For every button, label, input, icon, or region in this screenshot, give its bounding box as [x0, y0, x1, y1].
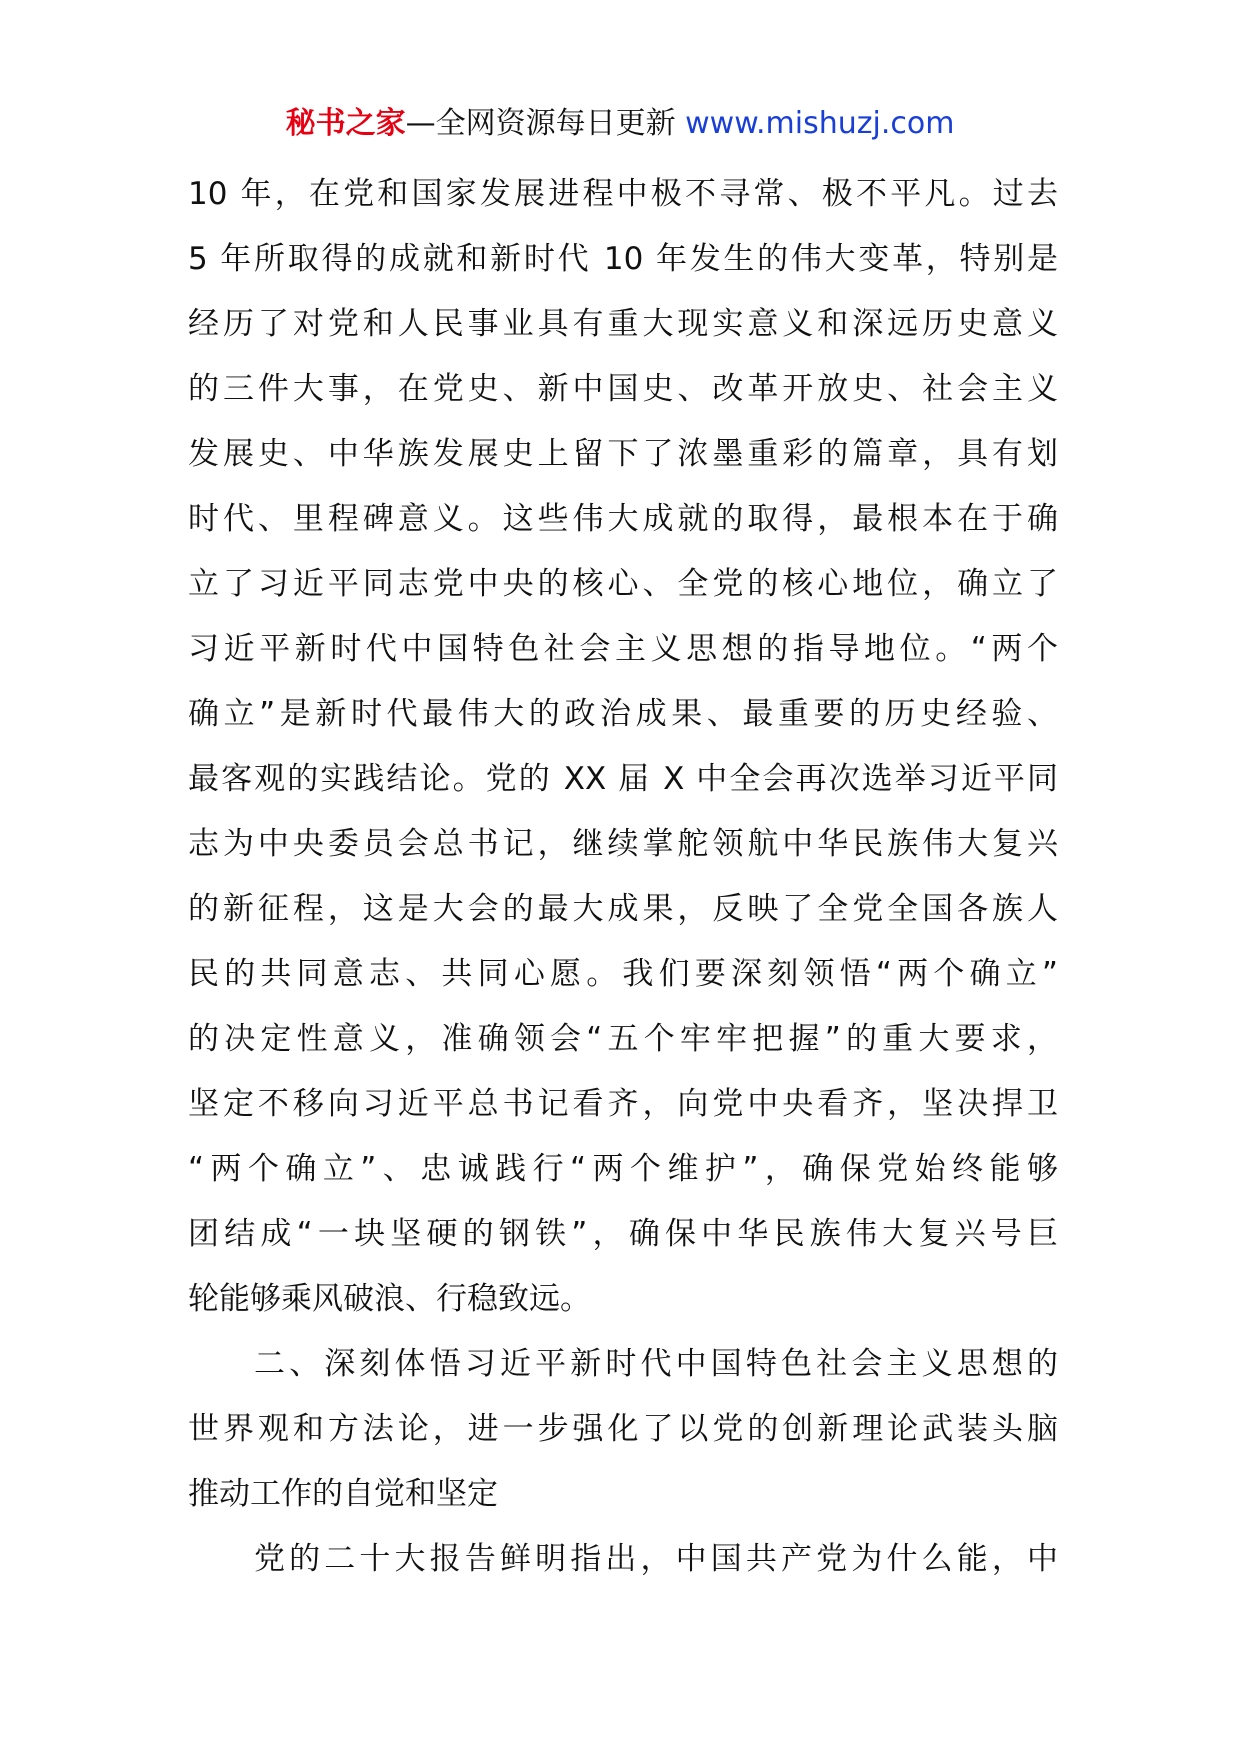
text-line: 轮能够乘风破浪、行稳致远。: [188, 1281, 591, 1317]
site-header: [0, 102, 1240, 146]
text-line: 坚定不移向习近平总书记看齐，向党中央看齐，坚决捍卫: [188, 1086, 1058, 1122]
text-line: 立了习近平同志党中央的核心、全党的核心地位，确立了: [188, 566, 1058, 602]
heading-line: 二、深刻体悟习近平新时代中国特色社会主义思想的: [254, 1346, 1058, 1382]
text-line: 的三件大事，在党史、新中国史、改革开放史、社会主义: [188, 371, 1058, 407]
heading-line: 世界观和方法论，进一步强化了以党的创新理论武装头脑: [188, 1411, 1058, 1447]
text-line: 民的共同意志、共同心愿。我们要深刻领悟“两个确立”: [188, 956, 1058, 992]
text-line: 团结成“一块坚硬的钢铁”，确保中华民族伟大复兴号巨: [188, 1216, 1058, 1252]
text-line: 习近平新时代中国特色社会主义思想的指导地位。“两个: [188, 631, 1058, 667]
heading-line: 推动工作的自觉和坚定: [188, 1476, 498, 1512]
paragraph-1: [188, 162, 1058, 1332]
text-line: 时代、里程碑意义。这些伟大成就的取得，最根本在于确: [188, 501, 1058, 537]
text-line: 10 年，在党和国家发展进程中极不寻常、极不平凡。过去: [188, 176, 1058, 212]
text-line: 的决定性意义，准确领会“五个牢牢把握”的重大要求，: [188, 1021, 1058, 1057]
text-line: 确立”是新时代最伟大的政治成果、最重要的历史经验、: [188, 696, 1058, 732]
brand-name: 秘书之家: [285, 106, 406, 141]
paragraph-2: [188, 1527, 1058, 1592]
text-line: “两个确立”、忠诚践行“两个维护”，确保党始终能够: [188, 1151, 1058, 1187]
text-line: 经历了对党和人民事业具有重大现实意义和深远历史意义: [188, 306, 1058, 342]
section-heading-2: [188, 1332, 1058, 1527]
header-tagline: —全网资源每日更新: [405, 106, 686, 141]
text-line: 的新征程，这是大会的最大成果，反映了全党全国各族人: [188, 891, 1058, 927]
site-url-link[interactable]: www.mishuzj.com: [685, 106, 955, 141]
text-line: 志为中央委员会总书记，继续掌舵领航中华民族伟大复兴: [188, 826, 1058, 862]
text-line: 5 年所取得的成就和新时代 10 年发生的伟大变革，特别是: [188, 241, 1058, 277]
text-line: 发展史、中华族发展史上留下了浓墨重彩的篇章，具有划: [188, 436, 1058, 472]
text-line: 党的二十大报告鲜明指出，中国共产党为什么能，中: [254, 1541, 1058, 1577]
text-line: 最客观的实践结论。党的 XX 届 X 中全会再次选举习近平同: [188, 761, 1058, 797]
document-body: [188, 162, 1058, 1592]
